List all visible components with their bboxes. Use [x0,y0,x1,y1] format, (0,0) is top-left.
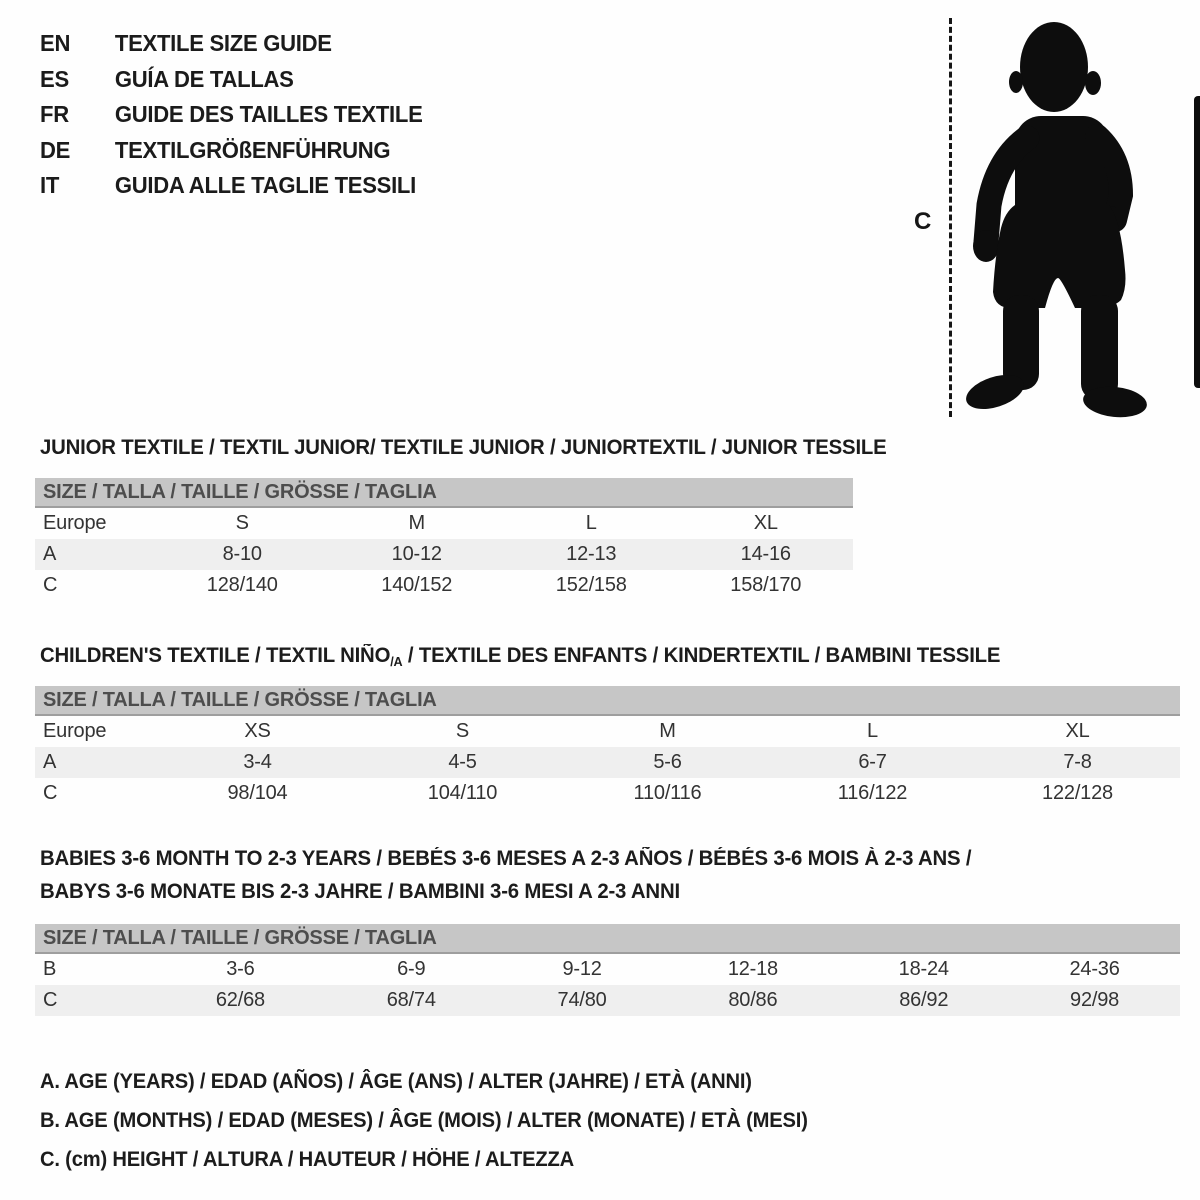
table-cell: M [659,720,676,742]
language-code: DE [40,136,71,163]
table-cell: 5-6 [653,751,682,773]
babies-title-line1: BABIES 3-6 MONTH TO 2-3 YEARS / BEBÉS 3-6 MESES A 2-3 AÑOS / BÉBÉS 3-6 MOIS À 2-3 ANS / [40,847,972,870]
table-cell: 128/140 [206,574,278,596]
row-label: A [43,543,57,565]
row-label: Europe [43,720,107,742]
language-code: EN [40,30,71,57]
legend-age-years: A. AGE (YEARS) / EDAD (AÑOS) / ÂGE (ANS) / ALTER (JAHRE) / ETÀ (ANNI) [40,1069,752,1093]
table-row-europe [35,508,853,539]
language-title-list [40,26,439,204]
table-cell: 6-7 [858,751,887,773]
table-cell: M [408,512,425,534]
guide-title-it: GUIDA ALLE TAGLIE TESSILI [114,172,416,199]
guide-title-fr: GUIDE DES TAILLES TEXTILE [114,101,423,128]
measurement-legend [40,1062,840,1179]
children-title-pre: CHILDREN'S TEXTILE / TEXTIL NIÑO [40,644,391,667]
table-cell: L [867,720,878,742]
table-row-height [35,985,1180,1016]
table-cell: 110/116 [633,782,702,804]
cropped-figure-edge [1194,96,1200,388]
table-row-europe [35,716,1180,747]
language-code: ES [40,65,69,92]
language-row-it [40,168,423,204]
junior-size-table [35,478,853,601]
language-code: FR [40,101,69,128]
babies-section-title [40,842,971,908]
junior-section-title: JUNIOR TEXTILE / TEXTIL JUNIOR/ TEXTILE JUNIOR / JUNIORTEXTIL / JUNIOR TESSILE [40,436,887,459]
table-row-age [35,747,1180,778]
table-cell: 12-13 [566,543,617,565]
babies-size-table [35,924,1180,1016]
table-cell: 3-4 [243,751,272,773]
table-cell: 92/98 [1070,989,1120,1011]
table-cell: 122/128 [1042,782,1113,804]
legend-height-cm: C. (cm) HEIGHT / ALTURA / HAUTEUR / HÖHE / ALTEZZA [40,1147,574,1171]
size-header-row: SIZE / TALLA / TAILLE / GRÖSSE / TAGLIA [35,924,1180,954]
legend-age-months: B. AGE (MONTHS) / EDAD (MESES) / ÂGE (MOIS) / ALTER (MONATE) / ETÀ (MESI) [40,1108,808,1132]
table-cell: 4-5 [448,751,477,773]
table-cell: 3-6 [226,958,255,980]
language-code: IT [40,172,60,199]
table-row-height [35,570,853,601]
table-cell: 10-12 [391,543,442,565]
table-cell: 116/122 [837,782,908,804]
row-label: C [43,989,58,1011]
table-cell: 14-16 [740,543,791,565]
table-cell: 12-18 [727,958,778,980]
table-cell: XS [244,720,271,742]
babies-title-line2: BABYS 3-6 MONATE BIS 2-3 JAHRE / BAMBINI 3-6 MESI A 2-3 ANNI [40,880,680,903]
table-row-age-months [35,954,1180,985]
children-size-table [35,686,1180,809]
table-cell: 158/170 [730,574,802,596]
table-row-height [35,778,1180,809]
row-label: Europe [43,512,107,534]
size-header-row: SIZE / TALLA / TAILLE / GRÖSSE / TAGLIA [35,478,853,508]
table-cell: 62/68 [215,989,265,1011]
children-section-title [40,644,1000,668]
table-cell: 68/74 [386,989,436,1011]
language-row-es [40,62,423,98]
row-label: A [43,751,57,773]
table-row-age [35,539,853,570]
table-cell: 98/104 [227,782,288,804]
toddler-silhouette-icon [963,20,1153,420]
table-cell: S [235,512,249,534]
table-cell: 9-12 [562,958,602,980]
table-cell: 80/86 [728,989,778,1011]
table-cell: XL [753,512,778,534]
language-row-en [40,26,423,62]
table-cell: L [585,512,597,534]
height-measure-dashed-line [949,18,952,417]
table-cell: 6-9 [397,958,426,980]
guide-title-es: GUÍA DE TALLAS [114,65,294,92]
row-label: C [43,782,58,804]
row-label: B [43,958,57,980]
language-row-fr [40,97,423,133]
table-cell: 74/80 [557,989,607,1011]
height-measure-label: C [914,208,932,235]
language-row-de [40,133,423,169]
table-cell: 86/92 [899,989,949,1011]
guide-title-en: TEXTILE SIZE GUIDE [114,30,332,57]
children-title-sub: /A [390,654,403,669]
table-cell: 18-24 [898,958,949,980]
table-cell: S [455,720,470,742]
table-cell: 8-10 [222,543,262,565]
table-cell: XL [1065,720,1090,742]
table-cell: 104/110 [427,782,498,804]
guide-title-de: TEXTILGRÖßENFÜHRUNG [114,136,391,163]
size-header-row: SIZE / TALLA / TAILLE / GRÖSSE / TAGLIA [35,686,1180,716]
table-cell: 152/158 [555,574,627,596]
table-cell: 140/152 [381,574,453,596]
table-cell: 24-36 [1069,958,1120,980]
table-cell: 7-8 [1063,751,1092,773]
row-label: C [43,574,58,596]
children-title-post: / TEXTILE DES ENFANTS / KINDERTEXTIL / BAMBINI TESSILE [402,644,1001,667]
